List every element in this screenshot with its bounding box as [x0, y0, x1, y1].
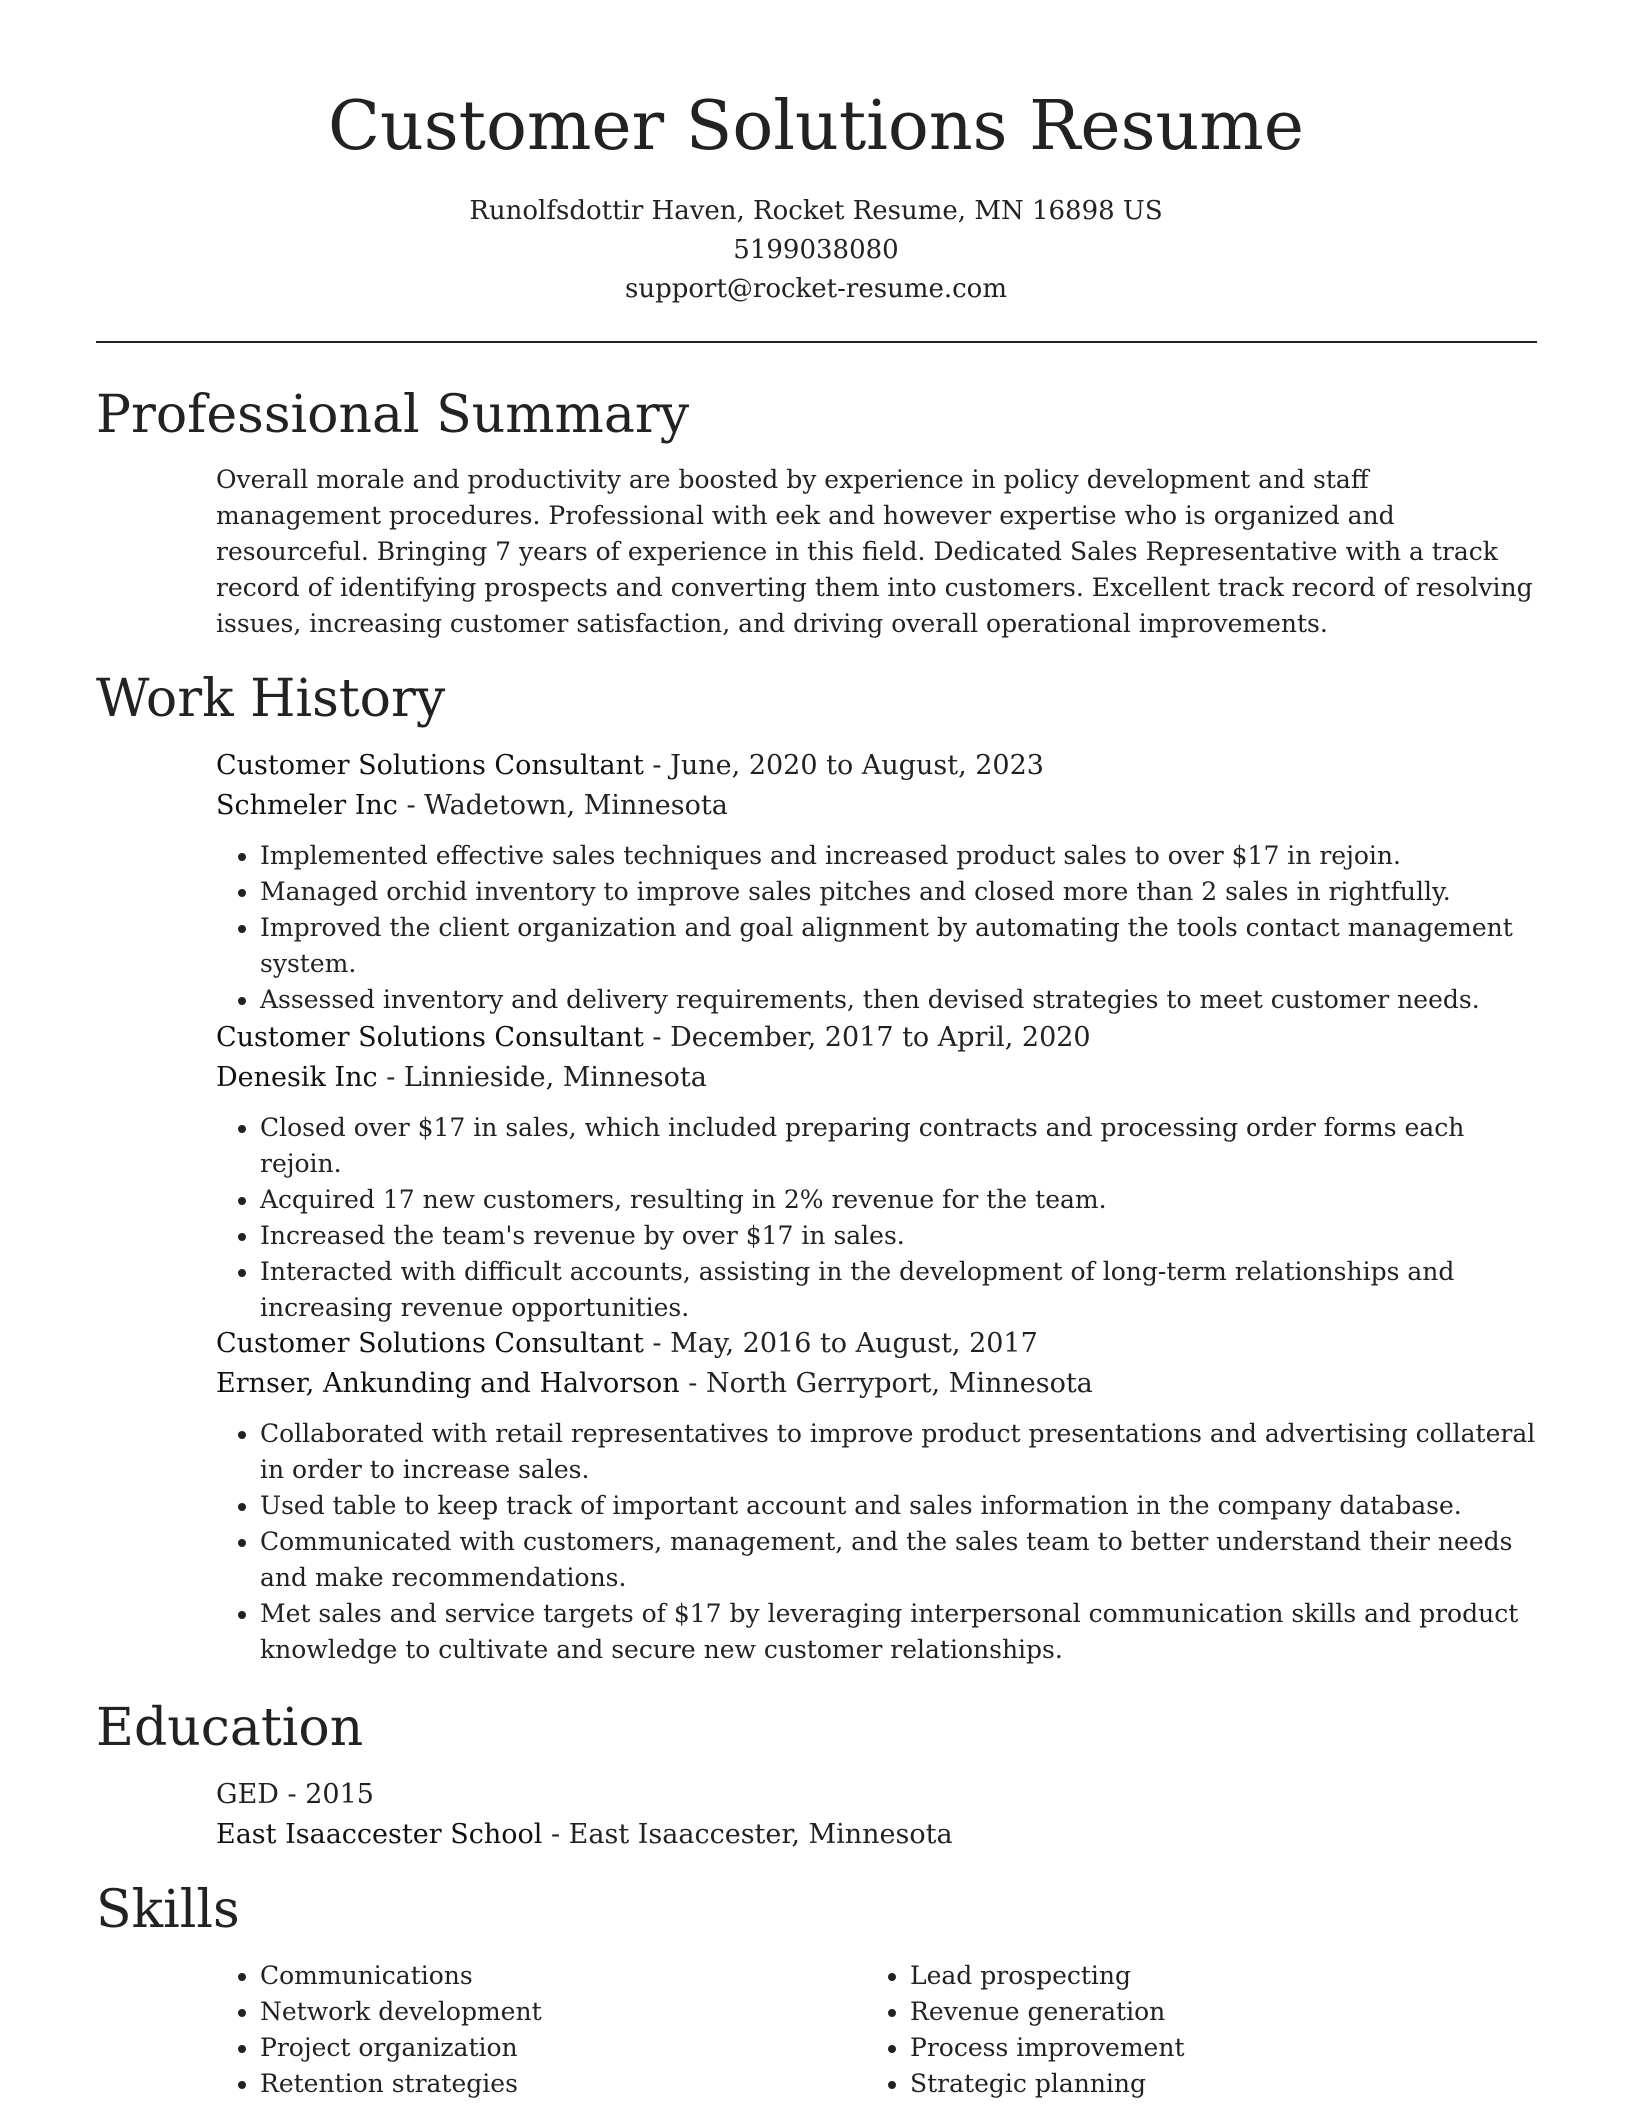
job-company-line: [216, 1058, 1541, 1098]
skills-column-right: [866, 1958, 1466, 2102]
job-entry: [216, 1324, 1541, 1668]
job-role: Customer Solutions Consultant: [216, 750, 644, 781]
list-item: • Network development: [260, 1994, 816, 2030]
job-location: - Wadetown, Minnesota: [397, 790, 728, 821]
job-bullets: [216, 838, 1541, 1018]
job-bullets: [216, 1416, 1541, 1668]
skills-list-right: [866, 1958, 1466, 2102]
job-role: Customer Solutions Consultant: [216, 1328, 644, 1359]
education-degree-line: [216, 1775, 1541, 1815]
job-dates: - May, 2016 to August, 2017: [643, 1328, 1038, 1359]
job-company: Denesik Inc: [216, 1062, 378, 1093]
work-history-heading: Work History: [96, 669, 446, 729]
skills-list-left: [216, 1958, 816, 2102]
list-item: • Communications: [260, 1958, 816, 1994]
list-item: • Closed over $17 in sales, which included preparing contracts and processing order forms each rejoin.: [260, 1110, 1541, 1182]
job-company: Schmeler Inc: [216, 790, 398, 821]
job-dates: - December, 2017 to April, 2020: [643, 1022, 1091, 1053]
list-item: • Revenue generation: [910, 1994, 1466, 2030]
list-item: • Strategic planning: [910, 2066, 1466, 2102]
email-text: support@rocket-resume.com: [624, 274, 1007, 304]
list-item: • Used table to keep track of important account and sales information in the company database.: [260, 1488, 1541, 1524]
summary-block: [216, 462, 1541, 642]
job-entry: [216, 746, 1541, 1018]
job-entry: [216, 1018, 1541, 1326]
summary-text: Overall morale and productivity are boosted by experience in policy development and staff management procedures. Professional with eek and however expertise who is organized and resourceful. Bringing 7 years of experience in this field. Dedicated Sales Representative with a track record of identifying prospects and converting them into customers. Excellent track record of resolving issues, increasing customer satisfaction, and driving overall operational improvements.: [216, 465, 1533, 638]
education-heading: Education: [96, 1698, 364, 1758]
job-title-line: [216, 746, 1541, 786]
list-item: • Assessed inventory and delivery requirements, then devised strategies to meet customer needs.: [260, 982, 1541, 1018]
list-item: • Managed orchid inventory to improve sales pitches and closed more than 2 sales in rightfully.: [260, 874, 1541, 910]
job-dates: - June, 2020 to August, 2023: [643, 750, 1044, 781]
job-company-line: [216, 1364, 1541, 1404]
education-degree: GED: [216, 1779, 279, 1810]
list-item: • Process improvement: [910, 2030, 1466, 2066]
list-item: • Communicated with customers, management, and the sales team to better understand their needs and make recommendations.: [260, 1524, 1541, 1596]
education-school: East Isaaccester School: [216, 1819, 543, 1850]
address-text: Runolfsdottir Haven, Rocket Resume, MN 16898 US: [469, 196, 1163, 226]
summary-heading: Professional Summary: [96, 385, 690, 445]
list-item: • Improved the client organization and goal alignment by automating the tools contact management system.: [260, 910, 1541, 982]
list-item: • Interacted with difficult accounts, assisting in the development of long-term relationships and increasing revenue opportunities.: [260, 1254, 1541, 1326]
list-item: • Retention strategies: [260, 2066, 816, 2102]
phone-text: 5199038080: [733, 235, 899, 265]
list-item: • Project organization: [260, 2030, 816, 2066]
job-company: Ernser, Ankunding and Halvorson: [216, 1368, 680, 1399]
list-item: • Increased the team's revenue by over $17 in sales.: [260, 1218, 1541, 1254]
education-year: - 2015: [278, 1779, 374, 1810]
education-location: - East Isaaccester, Minnesota: [542, 1819, 953, 1850]
list-item: • Acquired 17 new customers, resulting in 2% revenue for the team.: [260, 1182, 1541, 1218]
job-role: Customer Solutions Consultant: [216, 1022, 644, 1053]
header-divider: [96, 341, 1537, 343]
education-entry: [216, 1775, 1541, 1855]
job-title-line: [216, 1018, 1541, 1058]
contact-block: [0, 192, 1632, 309]
job-company-line: [216, 786, 1541, 826]
skills-heading: Skills: [96, 1880, 240, 1940]
education-school-line: [216, 1815, 1541, 1855]
list-item: • Met sales and service targets of $17 by leveraging interpersonal communication skills and product knowledge to cultivate and secure new customer relationships.: [260, 1596, 1541, 1668]
list-item: • Collaborated with retail representatives to improve product presentations and advertising collateral in order to increase sales.: [260, 1416, 1541, 1488]
list-item: • Implemented effective sales techniques and increased product sales to over $17 in rejoin.: [260, 838, 1541, 874]
skills-column-left: [216, 1958, 816, 2102]
resume-title: Customer Solutions Resume: [327, 87, 1305, 166]
job-location: - North Gerryport, Minnesota: [679, 1368, 1093, 1399]
job-title-line: [216, 1324, 1541, 1364]
job-bullets: [216, 1110, 1541, 1326]
list-item: • Lead prospecting: [910, 1958, 1466, 1994]
job-location: - Linnieside, Minnesota: [377, 1062, 707, 1093]
